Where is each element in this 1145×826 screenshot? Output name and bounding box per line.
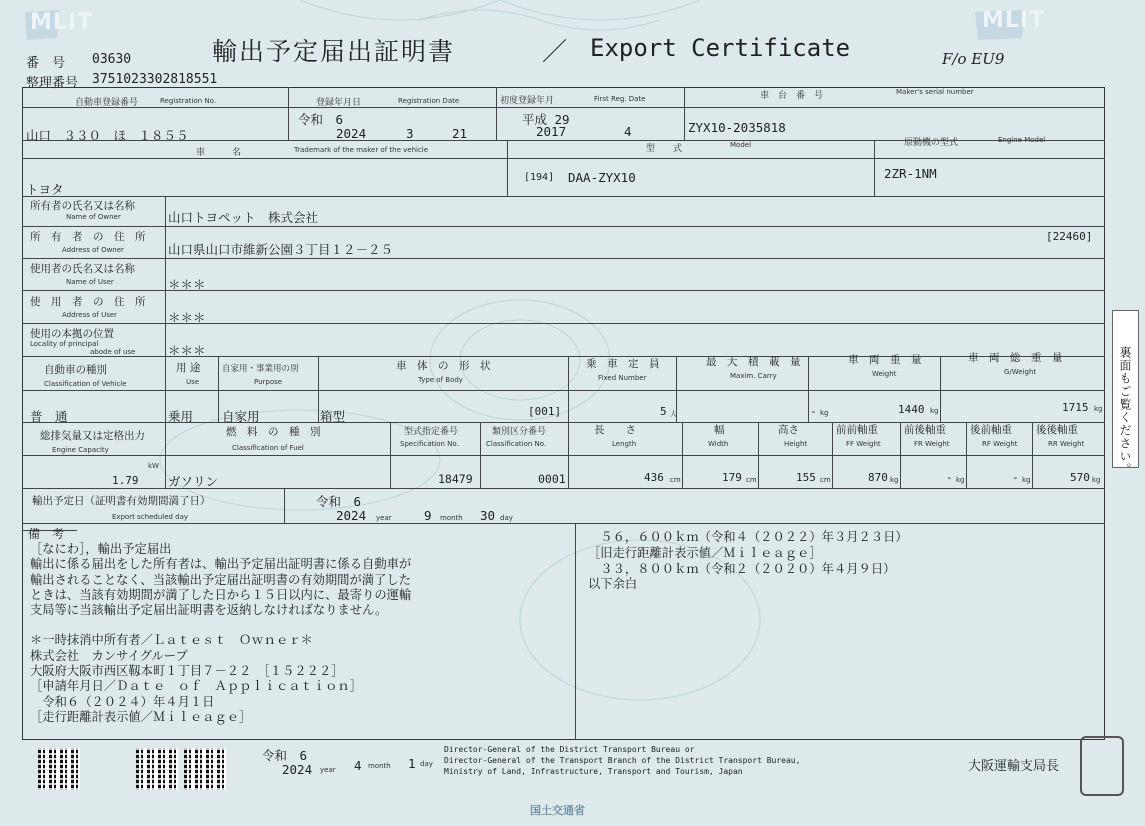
- seats-unit: 人: [670, 410, 677, 418]
- remarks-line: ［走行距離計表示値／Ｍｉｌｅａｇｅ］: [30, 709, 252, 724]
- user-name: ＊＊＊: [168, 277, 206, 292]
- body-type-code: [001]: [528, 405, 562, 418]
- fr-weight-value: -: [946, 471, 953, 484]
- vehicle-kind-en: Classification of Vehicle: [44, 380, 127, 388]
- reg-date-year: 2024: [336, 126, 367, 141]
- class-no-en: Classification No.: [486, 440, 547, 448]
- weight-label: 車 両 重 量: [848, 354, 922, 366]
- purpose-label: 自家用・事業用の別: [222, 364, 299, 374]
- owner-address: 山口県山口市維新公園３丁目１２－２５: [168, 242, 394, 257]
- engine-capacity-unit: kW: [148, 462, 159, 470]
- serial-en: Maker's serial number: [896, 88, 974, 96]
- weight-value: 1440: [898, 403, 925, 416]
- vehicle-kind: 普 通: [30, 409, 68, 424]
- remarks-label: 備 考: [28, 527, 65, 541]
- length-value: 436: [644, 471, 664, 484]
- length-unit: cm: [670, 476, 681, 484]
- ref-label: 整理番号: [26, 76, 79, 91]
- director-line-1: Director-General of the District Transport Bureau or: [444, 745, 695, 754]
- gross-weight-en: G/Weight: [1004, 368, 1037, 376]
- spec-no-value: 18479: [438, 472, 473, 486]
- mlit-logo-left: MLIT: [30, 10, 94, 35]
- fuel-label: 燃 料 の 種 別: [226, 426, 321, 438]
- purpose-value: 自家用: [222, 409, 260, 424]
- reg-no-label: 自動車登録番号: [75, 98, 139, 108]
- height-en: Height: [784, 440, 808, 448]
- remarks-line: 株式会社 カンサイグループ: [30, 648, 188, 663]
- body-type-en: Type of Body: [418, 376, 463, 384]
- body-type: 箱型: [320, 409, 346, 424]
- side-note: 裏面もご覧ください。: [1118, 346, 1132, 476]
- export-date-day: 30: [480, 508, 496, 523]
- vehicle-name: トヨタ: [26, 182, 64, 197]
- mlit-logo-right: MLIT: [982, 8, 1046, 33]
- ff-weight-en: FF Weight: [846, 440, 881, 448]
- first-reg-era: 平成 29: [522, 112, 570, 127]
- gross-weight-label: 車 両 総 重 量: [968, 352, 1063, 364]
- model-en: Model: [730, 141, 752, 149]
- first-reg-month: 4: [624, 124, 632, 139]
- engine-en: Engine Model: [998, 136, 1046, 144]
- reg-date-month: 3: [406, 126, 414, 141]
- number-value: 03630: [92, 52, 132, 67]
- engine-capacity-label: 総排気量又は定格出力: [40, 430, 145, 442]
- first-reg-year: 2017: [536, 124, 567, 139]
- remarks-line: ＊一時抹消中所有者／Ｌａｔｅｓｔ Ｏｗｎｅｒ＊: [30, 633, 313, 648]
- export-month-en: month: [440, 514, 463, 522]
- vehicle-name-en: Trademark of the maker of the vehicle: [294, 146, 429, 154]
- length-en: Length: [612, 440, 637, 448]
- first-reg-label: 初度登録年月: [500, 96, 555, 106]
- fuel-value: ガソリン: [168, 474, 219, 489]
- office-name: 大阪運輸支局長: [968, 759, 1060, 774]
- reg-date-en: Registration Date: [398, 97, 460, 105]
- remarks-line: 令和６（２０２４）年４月１日: [30, 694, 215, 709]
- engine-label: 原動機の型式: [904, 138, 959, 148]
- reg-date-label: 登録年月日: [316, 98, 362, 108]
- ff-weight-unit: kg: [890, 476, 899, 484]
- director-line-3: Ministry of Land, Infrastructure, Transport and Tourism, Japan: [444, 767, 743, 776]
- serial-label: 車 台 番 号: [760, 91, 824, 101]
- seats-value: 5: [660, 405, 667, 418]
- ff-weight-value: 870: [868, 471, 888, 484]
- mileage-line: ［旧走行距離計表示値／Ｍｉｌｅａｇｅ］: [588, 545, 822, 560]
- user-address: ＊＊＊: [168, 310, 206, 325]
- export-date-year: 2024: [336, 508, 367, 523]
- vehicle-name-label: 車 名: [196, 148, 242, 158]
- seats-label: 乗 車 定 員: [586, 358, 660, 370]
- official-seal: [1080, 736, 1124, 796]
- remarks-blank: [30, 618, 411, 633]
- base-location-en2: abode of use: [90, 348, 136, 356]
- base-location-en1: Locality of principal: [30, 340, 99, 348]
- rf-weight-unit: kg: [1022, 476, 1031, 484]
- gross-weight-unit: kg: [1094, 405, 1103, 413]
- model-label: 型 式: [646, 144, 683, 154]
- reg-no: 山口 ３３０ ほ １８５５: [26, 128, 189, 143]
- remarks-line: 輸出されることなく、当該輸出予定届出証明書の有効期間が満了した: [30, 572, 411, 587]
- max-load-label: 最 大 積 載 量: [706, 356, 801, 368]
- width-en: Width: [708, 440, 729, 448]
- title-japanese: 輸出予定届出証明書: [212, 37, 456, 66]
- qr-code-3: [184, 748, 226, 790]
- engine-capacity-en: Engine Capacity: [52, 446, 109, 454]
- director-line-2: Director-General of the Transport Branch of the District Transport Bureau,: [444, 756, 801, 765]
- export-date-en: Export scheduled day: [112, 513, 189, 521]
- owner-name: 山口トヨペット 株式会社: [168, 210, 319, 225]
- ref-value: 3751023302818551: [92, 72, 218, 87]
- max-load-en: Maxim. Carry: [730, 372, 777, 380]
- spec-no-en: Specification No.: [400, 440, 459, 448]
- reg-date-era: 令和 6: [298, 112, 344, 127]
- remarks-line: 支局等に当該輸出予定届出証明書を返納しなければなりません。: [30, 603, 388, 618]
- weight-en: Weight: [872, 370, 897, 378]
- ff-weight-label: 前前軸重: [836, 424, 878, 436]
- weight-unit: kg: [930, 407, 939, 415]
- rf-weight-label: 後前軸重: [970, 424, 1012, 436]
- height-value: 155: [796, 471, 816, 484]
- owner-name-en: Name of Owner: [66, 213, 121, 221]
- user-name-en: Name of User: [66, 278, 114, 286]
- remarks-left-column: [30, 542, 411, 725]
- handwritten-note: F/o EU9: [942, 50, 1005, 68]
- use-value: 乗用: [168, 409, 194, 424]
- gross-weight-value: 1715: [1062, 401, 1089, 414]
- export-year-en: year: [376, 514, 392, 522]
- rf-weight-value: -: [1012, 471, 1019, 484]
- fr-weight-unit: kg: [956, 476, 965, 484]
- class-no-label: 類別区分番号: [492, 427, 547, 437]
- export-date-era: 令和 6: [316, 494, 362, 509]
- width-unit: cm: [746, 476, 757, 484]
- height-label: 高さ: [778, 424, 799, 436]
- issue-date-day: 1: [408, 756, 416, 771]
- issue-year-en: year: [320, 766, 336, 774]
- fuel-en: Classification of Fuel: [232, 444, 304, 452]
- export-day-en: day: [500, 514, 513, 522]
- reg-no-en: Registration No.: [160, 97, 217, 105]
- remarks-line: ［なにわ］，輸出予定届出: [30, 542, 172, 556]
- mileage-line: 以下余白: [588, 577, 638, 592]
- spec-no-label: 型式指定番号: [404, 427, 459, 437]
- qr-code-1: [38, 748, 80, 790]
- base-location: ＊＊＊: [168, 343, 206, 358]
- rr-weight-unit: kg: [1092, 476, 1101, 484]
- model: DAA-ZYX10: [568, 170, 636, 185]
- issue-date-month: 4: [354, 758, 362, 773]
- rr-weight-label: 後後軸重: [1036, 424, 1078, 436]
- reg-date-day: 21: [452, 126, 468, 141]
- owner-address-code: [22460]: [1046, 230, 1093, 243]
- title-english: Export Certificate: [590, 34, 851, 62]
- title-separator: ／: [542, 37, 568, 66]
- first-reg-en: First Reg. Date: [594, 95, 646, 103]
- use-en: Use: [186, 378, 200, 386]
- max-load-unit: kg: [820, 409, 829, 417]
- qr-code-2: [136, 748, 178, 790]
- remarks-line: ときは、当該有効期間が満了した日から１５日以内に、最寄りの運輸: [30, 587, 412, 602]
- remarks-line: 大阪府大阪市西区靱本町１丁目７－２２ ［１５２２２］: [30, 664, 344, 679]
- owner-address-label: 所 有 者 の 住 所: [30, 231, 146, 243]
- issue-month-en: month: [368, 762, 391, 770]
- mileage-line: ５６，６００ｋｍ（令和４（２０２２）年３月２３日）: [588, 530, 908, 544]
- rr-weight-en: RR Weight: [1048, 440, 1085, 448]
- vehicle-kind-label: 自動車の種別: [44, 364, 107, 376]
- issue-day-en: day: [420, 760, 433, 768]
- ministry-mark: 国土交通省: [530, 804, 585, 817]
- number-label: 番 号: [26, 56, 66, 71]
- remarks-right-column: [588, 530, 908, 593]
- fr-weight-en: FR Weight: [914, 440, 950, 448]
- height-unit: cm: [820, 476, 831, 484]
- model-code: [194]: [524, 172, 555, 183]
- engine-model: 2ZR-1NM: [884, 166, 937, 181]
- owner-name-label: 所有者の氏名又は名称: [30, 200, 135, 212]
- remarks-line: ［申請年月日／Ｄａｔｅ ｏｆ Ａｐｐｌｉｃａｔｉｏｎ］: [30, 679, 363, 694]
- class-no-value: 0001: [538, 472, 566, 486]
- max-load-value: -: [810, 405, 817, 418]
- export-date-month: 9: [424, 508, 432, 523]
- serial-number: ZYX10-2035818: [688, 120, 786, 135]
- user-name-label: 使用者の氏名又は名称: [30, 263, 135, 275]
- issue-date-year: 2024: [282, 762, 313, 777]
- rr-weight-value: 570: [1070, 471, 1090, 484]
- owner-address-en: Address of Owner: [62, 246, 124, 254]
- remarks-line: 輸出に係る届出をした所有者は、輸出予定届出証明書に係る自動車が: [30, 557, 412, 572]
- width-value: 179: [722, 471, 742, 484]
- base-location-label: 使用の本拠の位置: [30, 328, 114, 340]
- user-address-label: 使 用 者 の 住 所: [30, 296, 146, 308]
- seats-en: Fixed Number: [598, 374, 647, 382]
- engine-capacity-value: 1.79: [112, 474, 139, 487]
- width-label: 幅: [714, 424, 725, 436]
- purpose-en: Purpose: [254, 378, 283, 386]
- export-date-label: 輸出予定日（証明書有効期間満了日）: [32, 495, 211, 507]
- use-label: 用 途: [176, 362, 201, 374]
- rf-weight-en: RF Weight: [982, 440, 1018, 448]
- length-label: 長 さ: [594, 424, 636, 436]
- fr-weight-label: 前後軸重: [904, 424, 946, 436]
- body-type-label: 車 体 の 形 状: [396, 360, 491, 372]
- mileage-line: ３３，８００ｋｍ（令和２（２０２０）年４月９日）: [588, 561, 896, 576]
- user-address-en: Address of User: [62, 311, 118, 319]
- issue-date-era: 令和 6: [262, 748, 308, 763]
